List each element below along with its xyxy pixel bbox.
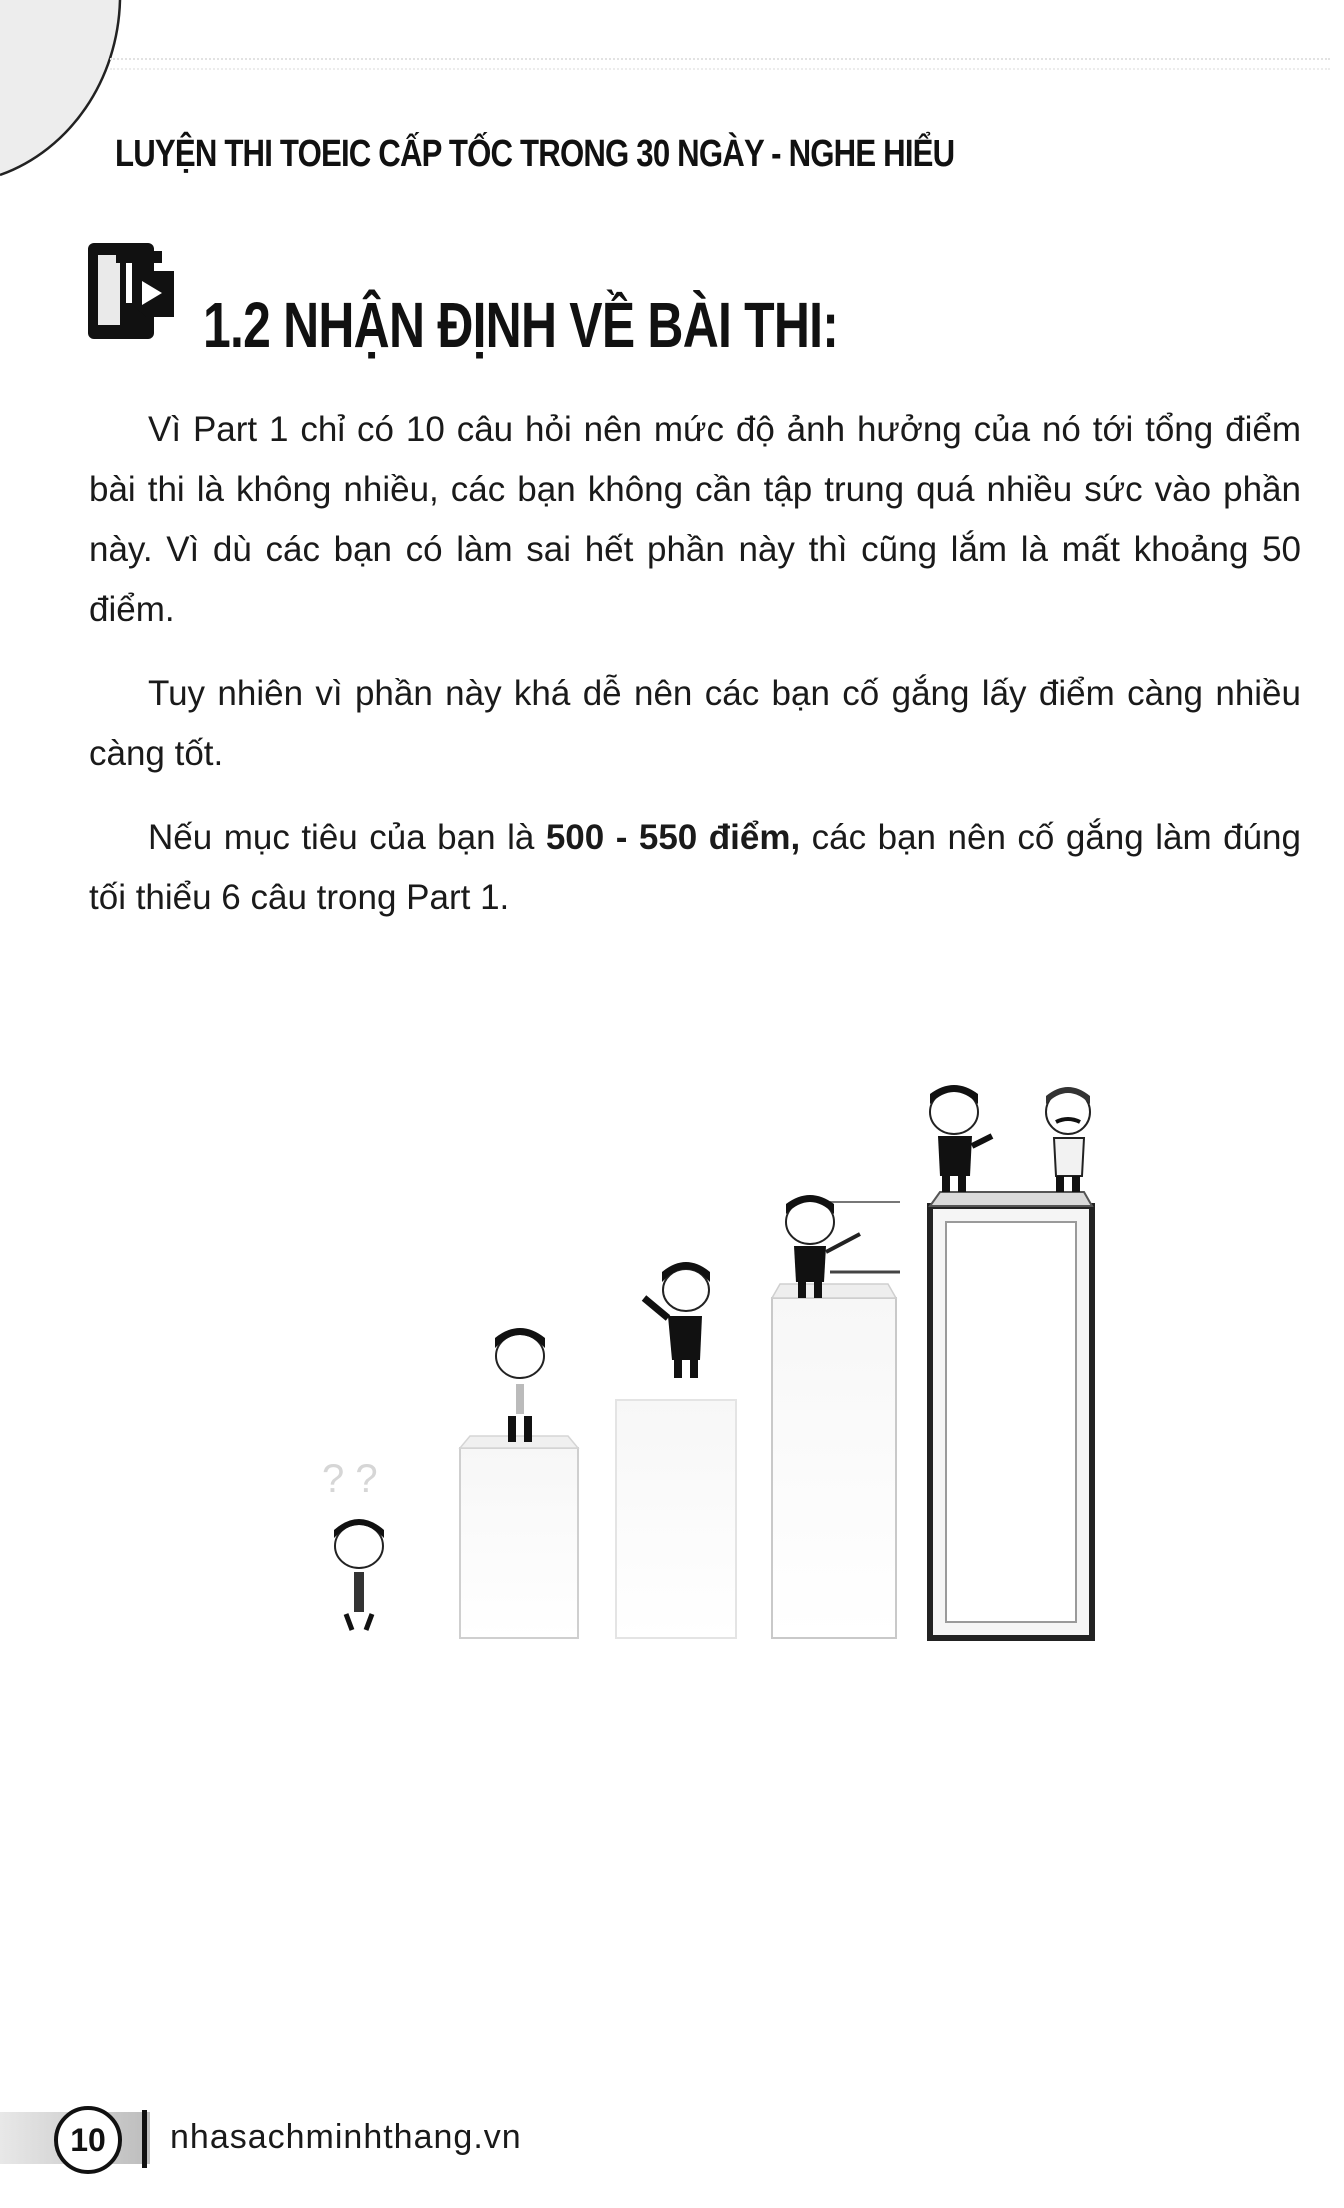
page-header-title: LUYỆN THI TOEIC CẤP TỐC TRONG 30 NGÀY - NGHE HIỂU — [115, 133, 955, 175]
publisher-website: nhasachminhthang.vn — [170, 2118, 522, 2156]
header-dotted-rule — [110, 58, 1330, 70]
paragraph-3: Nếu mục tiêu của bạn là 500 - 550 điểm, các bạn nên cố gắng làm đúng tối thiểu 6 câu trong Part 1. — [89, 818, 1301, 917]
paragraph-2: Tuy nhiên vì phần này khá dễ nên các bạn cố gắng lấy điểm càng nhiều càng tốt. — [89, 674, 1301, 773]
podium-illustration — [300, 1060, 1120, 1660]
mustache-man-figure-5b — [1046, 1087, 1090, 1192]
body-text — [89, 400, 1301, 952]
paragraph-1: Vì Part 1 chỉ có 10 câu hỏi nên mức độ ảnh hưởng của nó tới tổng điểm bài thi là không nhiều, các bạn không cần tập trung quá nhiều sức vào phần này. Vì dù các bạn có làm sai hết phần này thì cũng lắm là mất khoảng 50 điểm. — [89, 410, 1301, 629]
podium-step-3 — [616, 1400, 736, 1638]
standing-man-figure-2 — [495, 1328, 545, 1442]
tablet-play-icon — [86, 241, 186, 341]
question-marks: ? ? — [322, 1457, 378, 1501]
podium-step-4 — [772, 1284, 896, 1638]
section-title: 1.2 NHẬN ĐỊNH VỀ BÀI THI: — [203, 289, 839, 361]
corner-swoosh-decoration — [0, 0, 130, 190]
page-number: 10 — [54, 2106, 122, 2174]
presenting-man-figure-4 — [786, 1195, 900, 1298]
podium-step-5 — [930, 1192, 1092, 1638]
handshake-man-figure-5a — [930, 1085, 992, 1192]
confused-man-figure — [334, 1519, 384, 1630]
podium-step-2 — [460, 1436, 578, 1638]
footer-divider — [142, 2110, 147, 2168]
target-score: 500 - 550 điểm, — [545, 818, 801, 857]
waving-man-figure-3 — [644, 1262, 710, 1378]
